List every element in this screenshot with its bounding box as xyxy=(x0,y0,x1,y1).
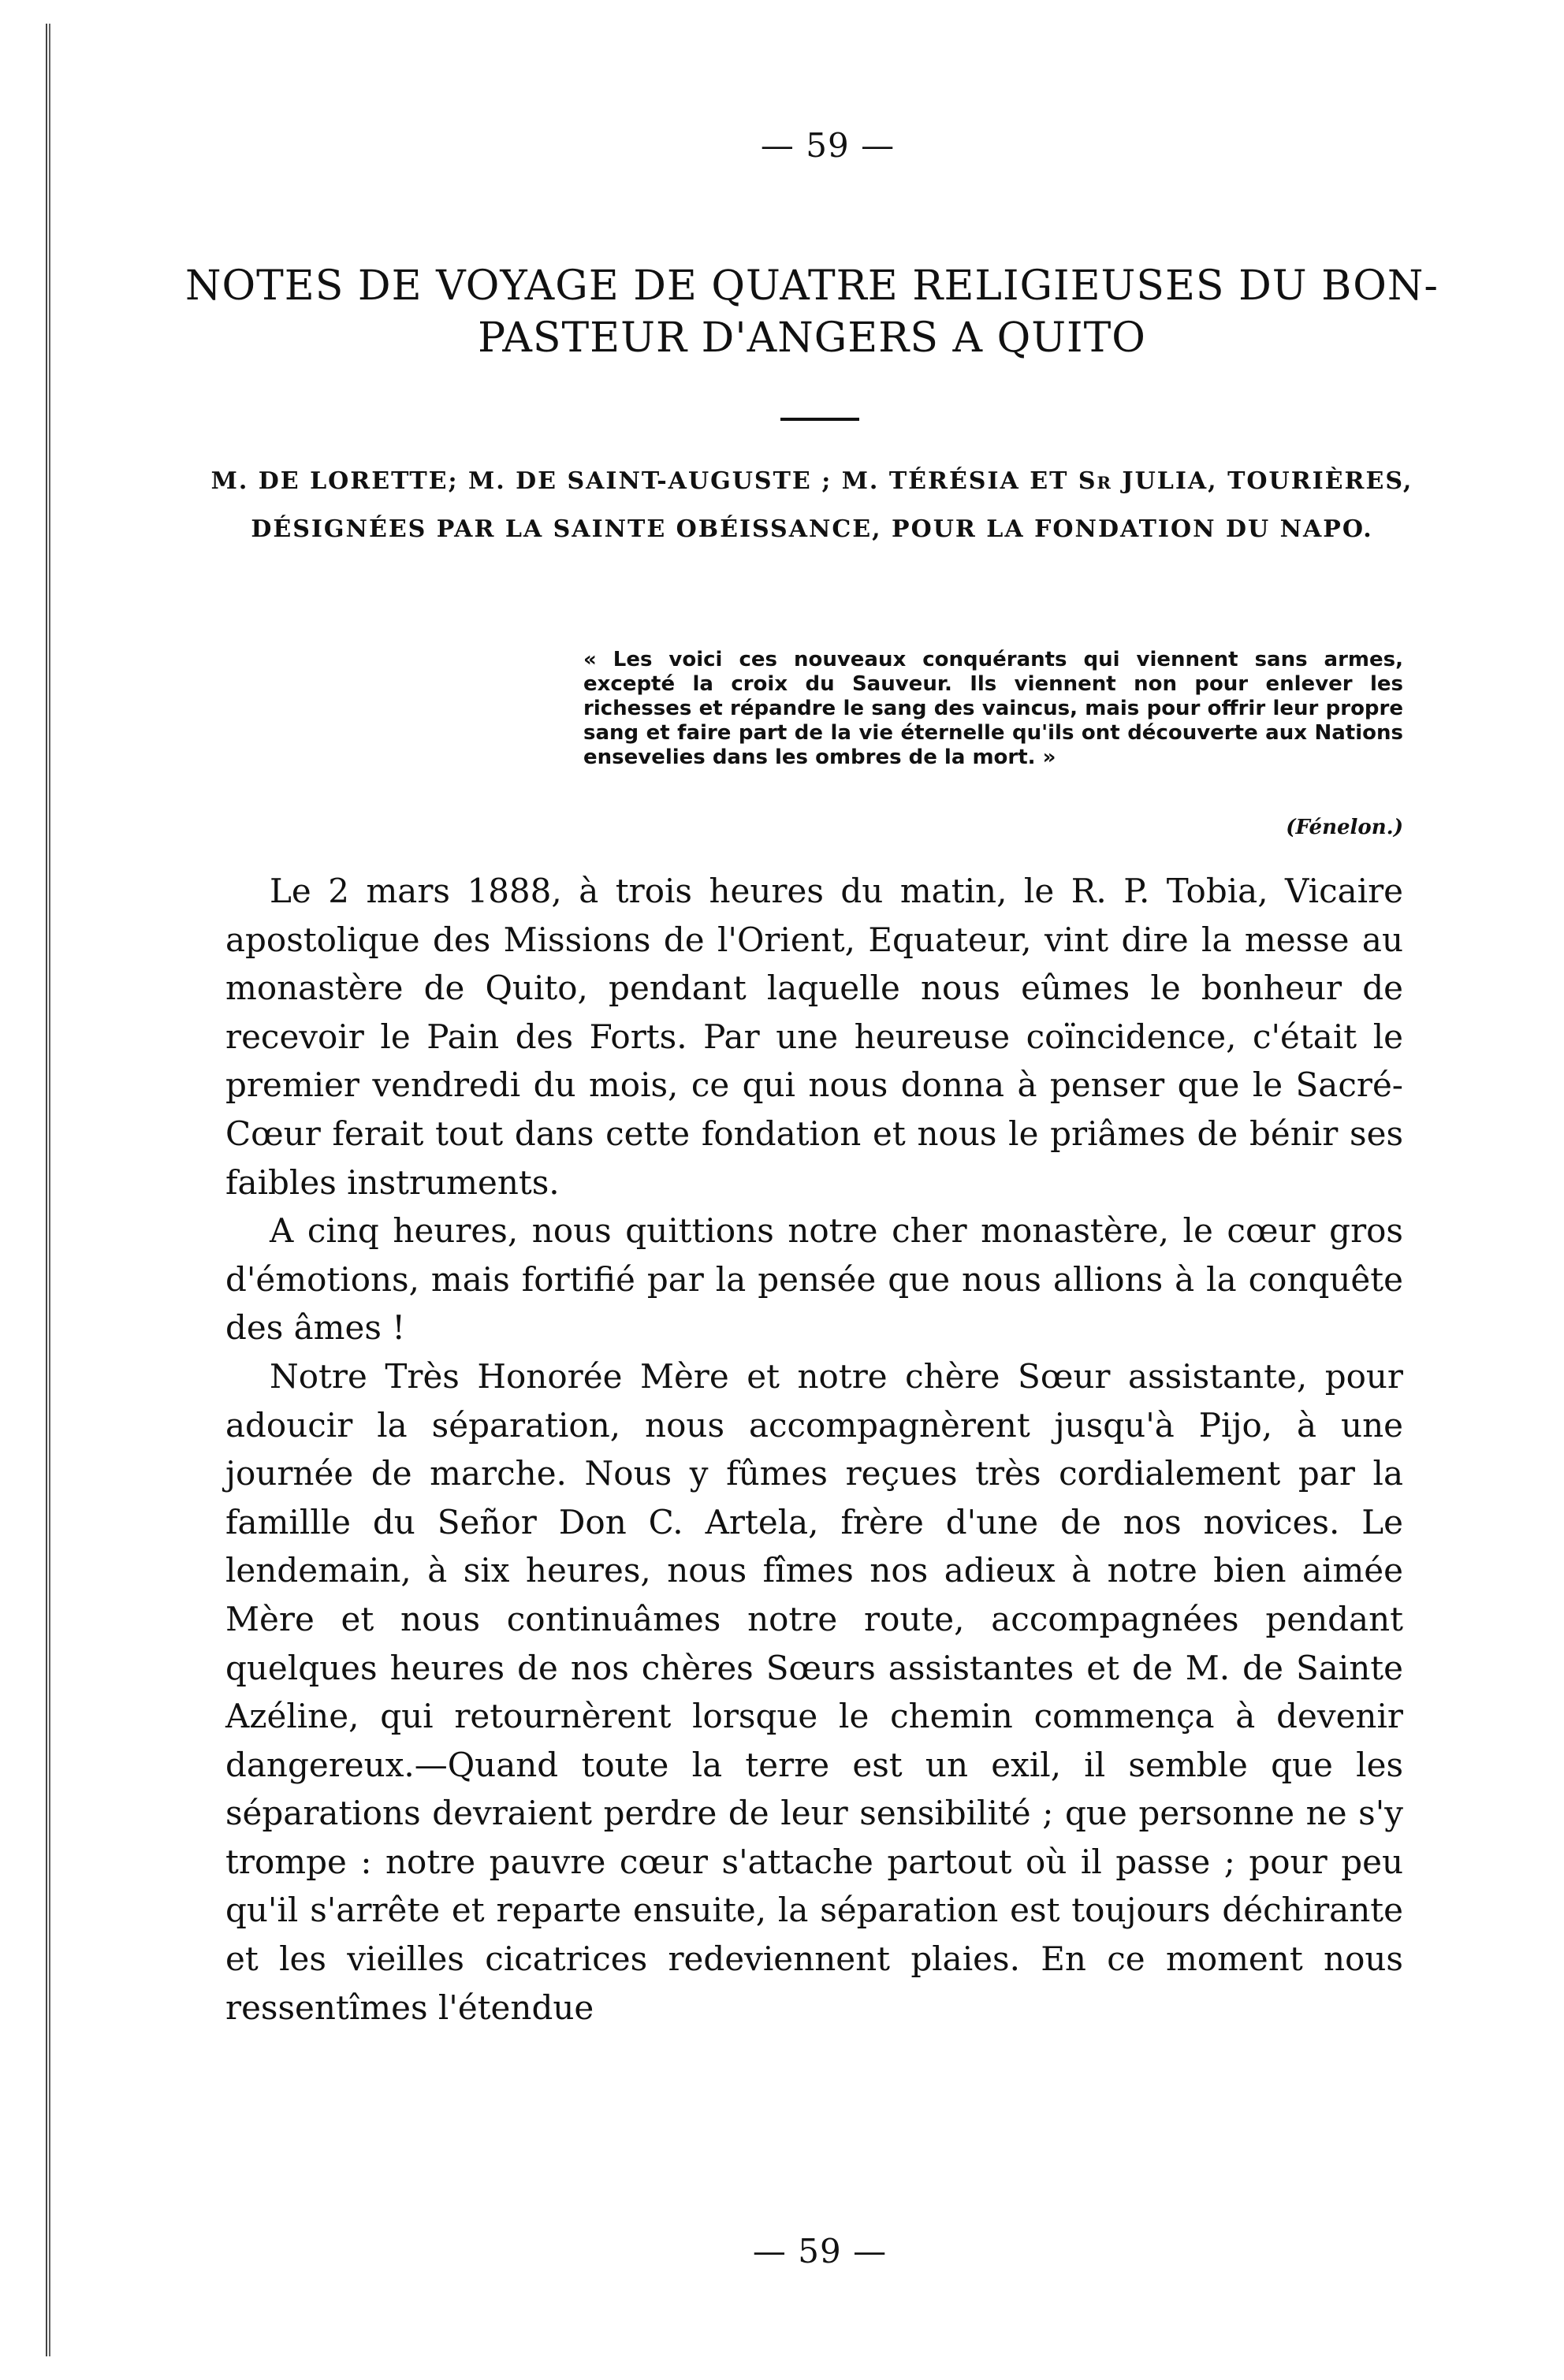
paragraph: Le 2 mars 1888, à trois heures du matin, le R. P. Tobia, Vicaire apostolique des Missions de l'Orient, Equateur, vint dire la messe au monastère de Quito, pendant laquelle nous eûmes le bonheur de recevoir le Pain des Forts. Par une heureuse coïncidence, c'était le premier vendredi du mois, ce qui nous donna à penser que le Sacré-Cœur ferait tout dans cette fondation et nous le priâmes de bénir ses faibles instruments. xyxy=(225,872,1403,1202)
paragraph: A cinq heures, nous quittions notre cher monastère, le cœur gros d'émotions, mais fortifié par la pensée que nous allions à la conquête des âmes ! xyxy=(225,1211,1403,1348)
binding-edge xyxy=(46,24,50,2356)
body-text xyxy=(225,867,1403,2032)
page-number-bottom: — 59 — xyxy=(752,2232,888,2270)
chapter-title: NOTES DE VOYAGE DE QUATRE RELIGIEUSES DU BON-PASTEUR D'ANGERS A QUITO xyxy=(184,262,1439,362)
paragraph: Notre Très Honorée Mère et notre chère Sœur assistante, pour adoucir la séparation, nous accompagnèrent jusqu'à Pijo, à une journée de marche. Nous y fûmes reçues très cordialement par la famillle du Señor Don C. Artela, frère d'une de nos novices. Le lendemain, à six heures, nous fîmes nos adieux à notre bien aimée Mère et nous continuâmes notre route, accompagnées pendant quelques heures de nos chères Sœurs assistantes et de M. de Sainte Azéline, qui retournèrent lorsque le chemin commença à devenir dangereux.—Quand toute la terre est un exil, il semble que les séparations devraient perdre de leur sensibilité ; que personne ne s'y trompe : notre pauvre cœur s'attache partout où il passe ; pour peu qu'il s'arrête et reparte ensuite, la séparation est toujours déchirante et les vieilles cicatrices redeviennent plaies. En ce moment nous ressentîmes l'étendue xyxy=(225,1356,1403,2027)
title-rule xyxy=(780,418,859,421)
chapter-subtitle: M. DE LORETTE; M. DE SAINT-AUGUSTE ; M. TÉRÉSIA ET Sr JULIA, TOURIÈRES, DÉSIGNÉES PAR LA SAINTE OBÉISSANCE, POUR LA FONDATION DU NAPO. xyxy=(210,467,1413,543)
epigraph-attribution: (Fénelon.) xyxy=(1286,816,1403,839)
epigraph-quote: « Les voici ces nouveaux conquérants qui viennent sans armes, excepté la croix du Sauveur. Ils viennent non pour enlever les richesses et répandre le sang des vaincus, mais pour offrir leur propre sang et faire part de la vie éternelle qu'ils ont découverte aux Nations ensevelies dans les ombres de la mort. » xyxy=(583,648,1403,769)
page-number-top: — 59 — xyxy=(760,126,896,165)
